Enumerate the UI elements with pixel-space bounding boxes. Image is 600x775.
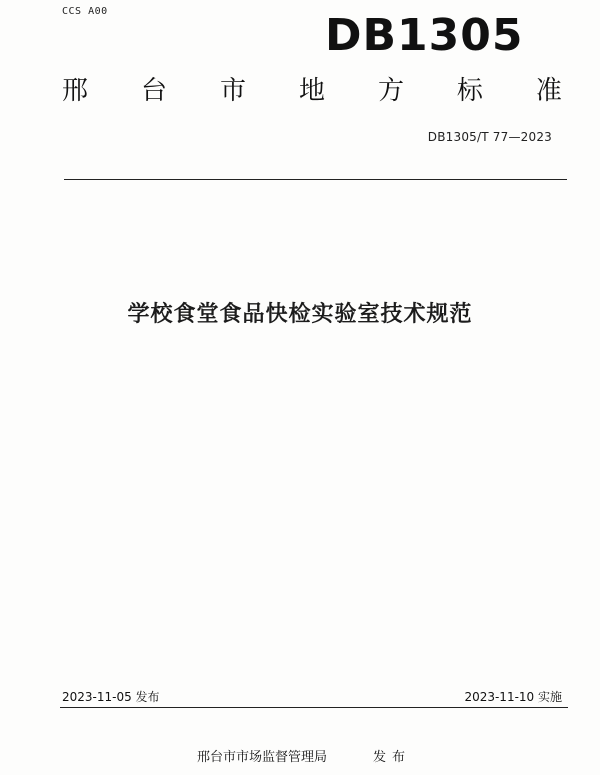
standard-type-char: 准: [535, 76, 562, 106]
standard-type-char: 标: [456, 76, 483, 106]
db-code-logo: DB1305: [325, 10, 524, 61]
standard-type-char: 地: [298, 76, 325, 106]
header-divider: [64, 179, 567, 180]
standard-type-char: 邢: [62, 76, 89, 106]
standard-type-char: 方: [377, 76, 404, 106]
standard-number: DB1305/T 77—2023: [427, 130, 552, 144]
document-title: 学校食堂食品快检实验室技术规范: [127, 302, 473, 327]
issue-date: 2023-11-05 发布: [62, 690, 160, 704]
standard-type-char: 市: [219, 76, 246, 106]
footer-divider: [60, 707, 568, 708]
implementation-date: 2023-11-10 实施: [464, 690, 562, 704]
standard-type-heading: [62, 78, 562, 104]
standard-type-char: 台: [140, 76, 167, 106]
issuing-authority: 邢台市市场监督管理局: [197, 750, 328, 765]
ccs-code: CCS A00: [62, 6, 108, 17]
issuer-action-label: 发布: [373, 750, 412, 765]
